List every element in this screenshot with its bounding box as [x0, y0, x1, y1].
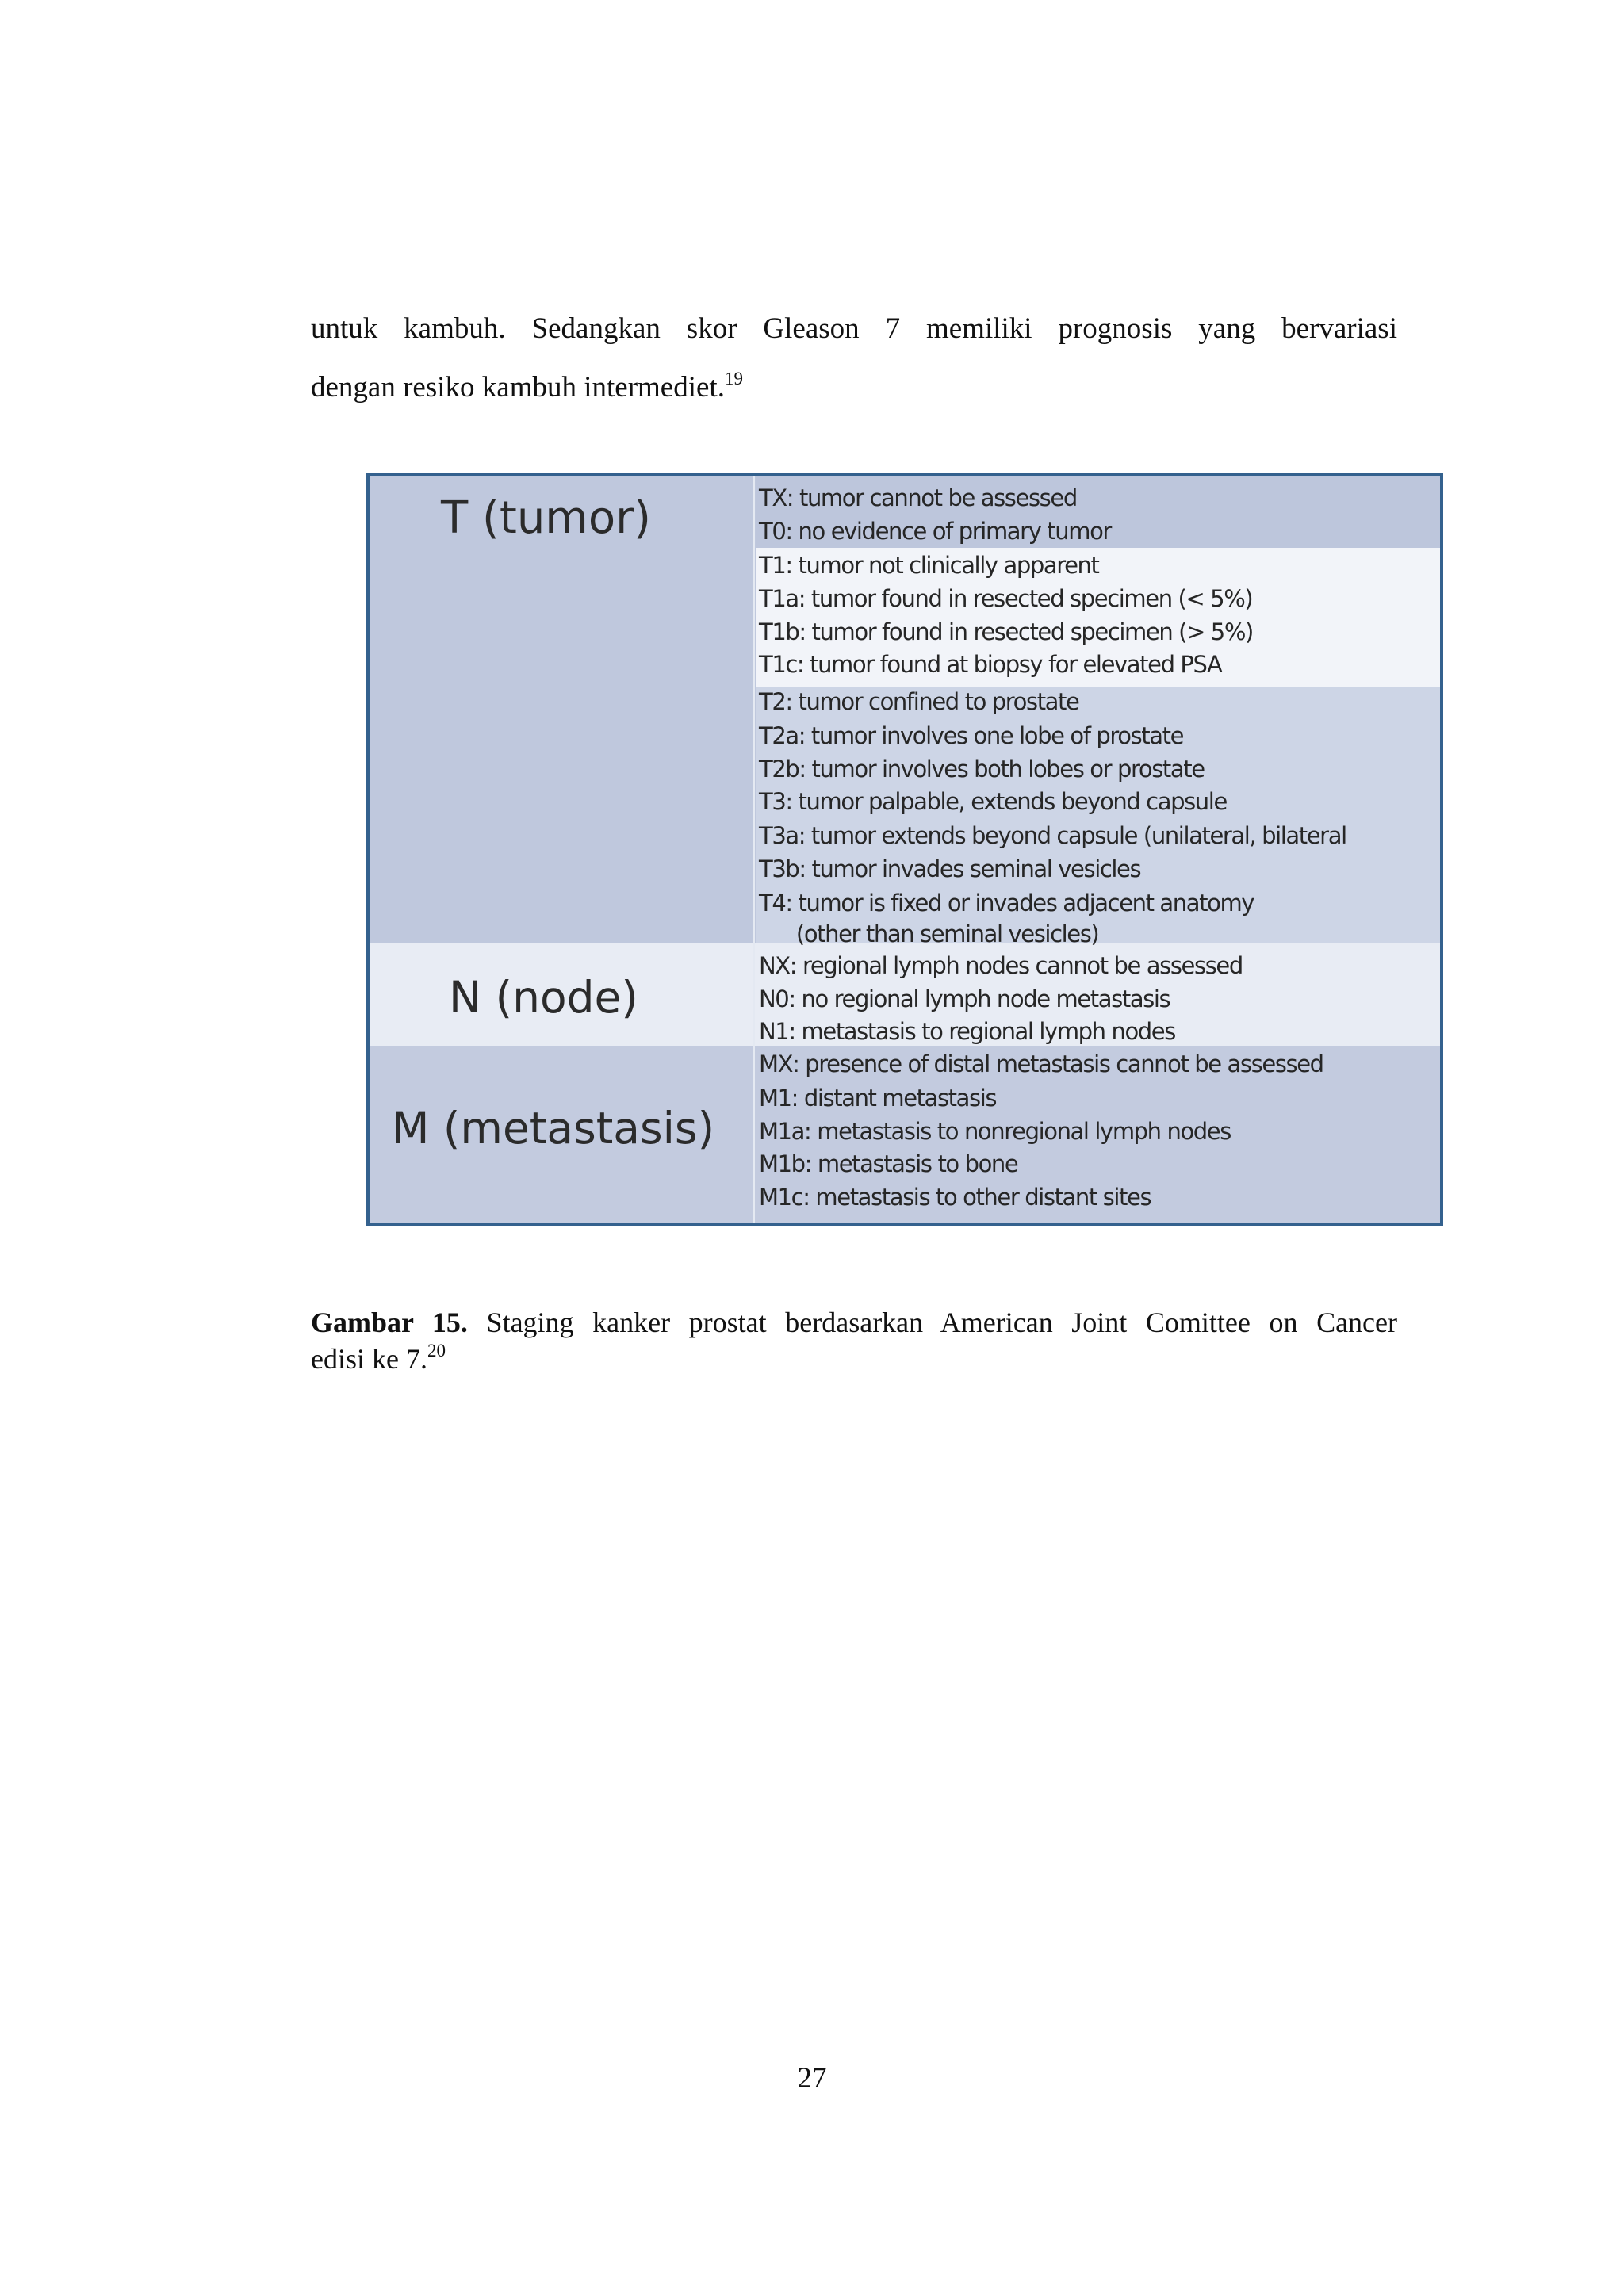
n-item-n1: N1: metastasis to regional lymph nodes	[759, 1018, 1175, 1045]
t-item-t3b: T3b: tumor invades seminal vesicles	[759, 855, 1141, 882]
t-item-t1b: T1b: tumor found in resected specimen (> 5%)	[759, 618, 1253, 645]
caption-reference-20: 20	[427, 1341, 446, 1360]
column-divider	[753, 476, 755, 1226]
t-item-t1: T1: tumor not clinically apparent	[759, 552, 1099, 579]
t-item-tx: TX: tumor cannot be assessed	[759, 484, 1077, 511]
page-number: 27	[797, 2062, 827, 2095]
t-item-t1c: T1c: tumor found at biopsy for elevated PSA	[759, 651, 1222, 678]
tnm-staging-figure	[366, 473, 1443, 1226]
caption-line-1	[311, 1304, 1397, 1341]
t-item-t1a: T1a: tumor found in resected specimen (< 5%)	[759, 585, 1253, 612]
n-item-n0: N0: no regional lymph node metastasis	[759, 985, 1170, 1012]
t-item-t2b: T2b: tumor involves both lobes or prostate	[759, 756, 1205, 783]
t-item-t4: T4: tumor is fixed or invades adjacent anatomy	[759, 890, 1254, 916]
m-item-mx: MX: presence of distal metastasis cannot be assessed	[759, 1050, 1323, 1077]
t-item-t2: T2: tumor confined to prostate	[759, 688, 1079, 715]
m-item-m1b: M1b: metastasis to bone	[759, 1150, 1018, 1177]
m-metastasis-label: M (metastasis)	[392, 1103, 715, 1154]
t-item-t2a: T2a: tumor involves one lobe of prostate	[759, 722, 1184, 749]
n-item-nx: NX: regional lymph nodes cannot be assessed	[759, 952, 1243, 979]
body-paragraph	[311, 300, 1397, 417]
body-line-2	[311, 358, 1397, 417]
body-reference-19: 19	[724, 368, 743, 388]
figure-caption	[311, 1304, 1397, 1377]
t-item-t3a: T3a: tumor extends beyond capsule (unilateral, bilateral	[759, 822, 1346, 849]
m-item-m1c: M1c: metastasis to other distant sites	[759, 1184, 1151, 1211]
caption-label: Gambar 15.	[311, 1307, 468, 1338]
body-line-2-text: dengan resiko kambuh intermediet.	[311, 371, 725, 404]
m-item-m1a: M1a: metastasis to nonregional lymph nodes	[759, 1118, 1231, 1145]
caption-line-2	[311, 1343, 446, 1375]
t-item-t3: T3: tumor palpable, extends beyond capsule	[759, 788, 1227, 815]
caption-text-1: Staging kanker prostat berdasarkan American Joint Comittee on Cancer	[486, 1307, 1398, 1338]
n-node-label: N (node)	[449, 972, 638, 1023]
m-item-m1: M1: distant metastasis	[759, 1085, 997, 1112]
t-item-t4-cont: (other than seminal vesicles)	[759, 920, 1099, 947]
t-item-t0: T0: no evidence of primary tumor	[759, 518, 1111, 545]
body-line-1: untuk kambuh. Sedangkan skor Gleason 7 memiliki prognosis yang bervariasi	[311, 312, 1397, 345]
t-tumor-label: T (tumor)	[441, 492, 651, 544]
caption-text-2: edisi ke 7.	[311, 1343, 427, 1375]
t-label-cell	[370, 476, 756, 943]
